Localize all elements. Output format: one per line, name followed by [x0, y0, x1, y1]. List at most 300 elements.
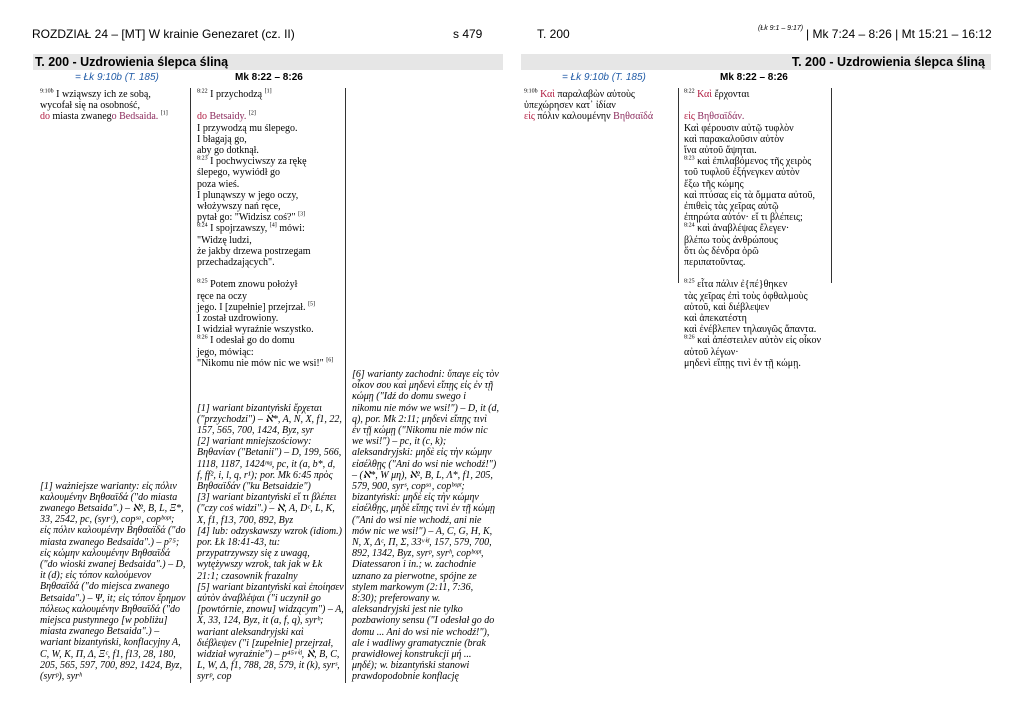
footnote-text: pozbawiony sensu ("I odesłał go do [352, 615, 495, 627]
footnote-line [40, 537, 188, 548]
footnote-line [40, 660, 188, 671]
verse-line [684, 347, 830, 358]
verse-text: μηδενὶ εἴπῃς τινὶ ἐν τῇ κώμῃ. [684, 357, 801, 369]
verse-line [684, 291, 830, 302]
blank-line [40, 290, 188, 301]
footnote-line [197, 582, 343, 593]
verse-line [684, 324, 830, 335]
footnote-text: – (ℵ*, W μη), ℵ², B, L, Λ*, f1, 205, [352, 469, 493, 481]
verse-line [684, 89, 830, 100]
blank-line [40, 469, 188, 480]
blank-line [40, 223, 188, 234]
blank-line [40, 358, 188, 369]
verse-line [197, 201, 343, 212]
footnote-line [352, 615, 502, 626]
left-column-notes [352, 369, 502, 683]
footnote-text: Βηθανίαν ("Betanii") – D, 199, 566, [197, 447, 342, 459]
blank-line [40, 458, 188, 469]
verse-text: "Widzę ludzi, [197, 234, 252, 246]
footnote-text: bizantyński: μηδὲ εἰς τὴν κώμην [352, 492, 479, 504]
verse-line [684, 246, 830, 257]
footnote-line [197, 604, 343, 615]
footnote-text: (syrᵖ), syrʰ [40, 671, 82, 683]
highlight-word: εἰς [684, 111, 695, 123]
footnote-line [197, 492, 343, 503]
footnote-line [352, 436, 502, 447]
footnote-text: mów nic we wsi!") – A, C, G, H, K, [352, 525, 493, 537]
right-column-luke [524, 89, 676, 123]
footnote-line [40, 525, 188, 536]
verse-line [684, 279, 830, 290]
verse-line [197, 111, 343, 122]
verse-line [197, 279, 343, 290]
footnote-text: [1] wariant bizantyński ἔρχεται [197, 402, 323, 414]
verse-text: ἐπιθεὶς τὰς χεῖρας αὐτῷ [684, 201, 779, 213]
footnote-line [197, 503, 343, 514]
verse-line [684, 313, 830, 324]
footnote-text: [5] wariant bizantyński καὶ ἐποίησεν [197, 581, 344, 593]
footnote-text: domu ... Ani do wsi nie wchodź!"), [352, 626, 490, 638]
left-sub-mark: Mk 8:22 – 8:26 [235, 72, 303, 83]
blank-line [40, 436, 188, 447]
verse-text: τοῦ τυφλοῦ ἐξήνεγκεν αὐτὸν [684, 167, 800, 179]
footnote-text: 205, 565, 597, 700, 892, 1424, Byz, [40, 659, 182, 671]
footnote-text: stylem markowym (2:11, 7:36, [352, 581, 474, 593]
footnote-text: uznano za pierwotne, spójne ze [352, 570, 477, 582]
blank-line [40, 212, 188, 223]
footnote-line [352, 503, 502, 514]
verse-line [684, 111, 830, 122]
footnote-line [197, 470, 343, 481]
blank-line [197, 369, 343, 380]
footnote-text: ("Ani do wsi nie wchodź, ani nie [352, 514, 482, 526]
verse-text: αὐτοῦ, καὶ διέβλεψεν [684, 301, 770, 313]
footnote-text: [6] warianty zachodni: ὕπαγε εἰς τὸν [352, 369, 499, 380]
verse-text: przechadzających". [197, 257, 275, 269]
footnote-line [352, 492, 502, 503]
verse-line [197, 347, 343, 358]
footnote-text: διέβλεψεν ("i [zupełnie] przejrzał, [197, 637, 334, 649]
footnote-line [352, 459, 502, 470]
verse-line [524, 89, 676, 100]
verse-text: włożywszy nań ręce, [197, 201, 281, 213]
verse-text: I został uzdrowiony. [197, 313, 279, 325]
blank-line [40, 246, 188, 257]
footnote-line [197, 571, 343, 582]
verse-number: 8:24 [684, 223, 695, 230]
blank-line [197, 391, 343, 402]
footnote-line [40, 559, 188, 570]
chapter-refs: | Mk 7:24 – 8:26 | Mt 15:21 – 16:12 [806, 27, 992, 41]
blank-line [40, 134, 188, 145]
footnote-line [197, 425, 343, 436]
footnote-text: αὐτὸν ἀναβλέψαι ("i uczynił go [197, 593, 321, 605]
verse-text: βλέπω τοὺς ἀνθρώπους [684, 234, 778, 246]
footnote-text: wariant aleksandryjski καὶ [197, 626, 304, 638]
divider-left-1 [190, 88, 191, 683]
footnote-text: εἰσέλθῃς, μηδὲ εἴπῃς τινὶ ἐν τῇ κώμῃ [352, 503, 495, 515]
footnote-line [352, 470, 502, 481]
blank-line [40, 335, 188, 346]
footnote-text: εἰσέλθῃς ("Ani do wsi nie wchodź!") [352, 458, 497, 470]
blank-line [197, 100, 343, 111]
verse-text: καὶ παρακαλοῦσιν αὐτὸν [684, 133, 784, 145]
footnote-text: widział wyraźnie") – p⁴⁵ᵛⁱᵈ, ℵ, B, C, [197, 649, 340, 661]
footnote-text: 579, 900, syrˢ, copˢᵃ, copᵇᵒᵖᵗ; [352, 481, 465, 493]
verse-line [684, 190, 830, 201]
verse-text: καὶ ἀναβλέψας ἔλεγεν· [697, 223, 790, 235]
footnote-ref: [5] [308, 301, 316, 308]
verse-text: I błagają go, [197, 133, 247, 145]
verse-line [197, 223, 343, 234]
footnote-line [352, 638, 502, 649]
verse-text: ἔρχονται [711, 89, 750, 100]
footnote-text: Βηθσαϊδά ("do miejsca zwanego [40, 581, 170, 593]
verse-text: εἶτα πάλιν ἐ{πέ}θηκεν [697, 279, 788, 291]
footnote-text: zwanego Betsaida".) – ℵ², B, L, Ξ*, [40, 503, 184, 515]
blank-line [40, 156, 188, 167]
footnote-text: Diatessaron i in.; w. zachodnie [352, 559, 476, 571]
verse-line [524, 111, 676, 122]
verse-text: I przychodzą [210, 89, 263, 100]
footnote-line [40, 481, 188, 492]
blank-line [40, 324, 188, 335]
footnote-line [197, 559, 343, 570]
verse-text: ἔξω τῆς κώμης [684, 178, 744, 190]
verse-line [684, 179, 830, 190]
verse-number: 9:10b [40, 88, 54, 95]
blank-line [197, 268, 343, 279]
footnote-text: C, W, K, Π, Δ, Ξᶜ, f1, f13, 28, 180, [40, 648, 176, 660]
page-number: s 479 [453, 27, 483, 41]
verse-text: ἵνα αὐτοῦ ἅψηται. [684, 145, 757, 156]
verse-line [684, 145, 830, 156]
footnote-line [197, 671, 343, 682]
footnote-line [40, 671, 188, 682]
footnote-line [197, 537, 343, 548]
footnote-line [352, 425, 502, 436]
footnote-text: 21:1; czasownik frazalny [197, 570, 298, 582]
verse-text: Καὶ φέρουσιν αὐτῷ τυφλὸν [684, 122, 794, 134]
footnote-line [352, 403, 502, 414]
footnote-line [197, 447, 343, 458]
footnote-text: q), por. Mk 2:11; μηδενὶ εἴπῃς τινὶ [352, 413, 487, 425]
verse-text: poza wieś. [197, 178, 240, 190]
footnote-text: καλουμένην Βηθσαϊδά ("do miasta [40, 491, 178, 503]
verse-text: jego, mówiąc: [197, 346, 254, 358]
verse-line [684, 123, 830, 134]
verse-text: I przywodzą mu ślepego. [197, 122, 298, 134]
footnote-text: ("do wioski zwanej Bedsaida".) – D, [40, 559, 186, 571]
verse-text: mówi: [279, 223, 305, 235]
verse-text: καὶ ἐνέβλεπεν τηλαυγῶς ἅπαντα. [684, 324, 817, 336]
footnote-text: κώμῃ ("Idź do domu swego i [352, 391, 467, 403]
verse-text: καὶ ἀπέστειλεν αὐτὸν εἰς οἶκον [697, 335, 822, 347]
divider-right-2 [831, 88, 832, 283]
footnote-line [40, 604, 188, 615]
footnote-text: ("czy coś widzi".) – ℵ, A, Dᶜ, L, K, [197, 503, 335, 515]
footnote-line [197, 481, 343, 492]
footnote-line [197, 403, 343, 414]
verse-line [197, 313, 343, 324]
footnote-line [40, 649, 188, 660]
verse-text: αὐτοῦ λέγων· [684, 346, 739, 358]
blank-line [40, 190, 188, 201]
verse-text: jego. I [zupełnie] przejrzał. [197, 301, 306, 313]
verse-line [197, 246, 343, 257]
verse-text: περιπατοῦντας. [684, 257, 746, 269]
footnote-text: 33, 2542, pc, (syrᶜ), copˢᵃ, copᵇᵒᵖᵗ; [40, 514, 175, 526]
blank-line [40, 123, 188, 134]
footnote-line [40, 570, 188, 581]
footnote-line [352, 537, 502, 548]
verse-line [684, 235, 830, 246]
verse-text: ręce na oczy [197, 290, 247, 302]
highlight-word: εἰς [524, 111, 535, 123]
footnote-line [40, 615, 188, 626]
footnote-text: Betsaida".) – Ψ, it; εἰς τόπον ἔρημον [40, 592, 186, 604]
verse-line [684, 212, 830, 223]
footnote-line [352, 447, 502, 458]
verse-text: I wziąwszy ich ze sobą, [56, 89, 151, 100]
footnote-line [40, 626, 188, 637]
blank-line [197, 380, 343, 391]
footnote-text: ale i wadliwy gramatycznie (brak [352, 637, 486, 649]
verse-number: 8:24 [197, 223, 208, 230]
verse-text: Potem znowu położył [210, 279, 298, 291]
verse-number: 8:26 [684, 335, 695, 342]
divider-right-1 [678, 88, 679, 283]
footnote-line [40, 593, 188, 604]
footnote-text: f, ff², i, l, q, r¹); por. Mk 6:45 πρὸς [197, 469, 333, 481]
verse-text: καὶ ἐπιλαβόμενος τῆς χειρὸς [697, 156, 812, 168]
footnote-text: ("przychodzi") – ℵ*, A, N, X, f1, 22, [197, 413, 342, 425]
footnote-text: 8:30); preferowany w. [352, 593, 441, 605]
left-title-bar [33, 54, 503, 70]
verse-line [40, 100, 188, 111]
place-name: Βηθσαϊδάν. [694, 111, 745, 123]
left-title: T. 200 - Uzdrowienia ślepca śliną [35, 55, 229, 69]
footnote-line [197, 649, 343, 660]
verse-number: 9:10b [524, 88, 538, 95]
footnote-text: πόλεως καλουμένην Βηθσαϊδά ("do [40, 603, 181, 615]
footnote-text: [powtórnie, znowu] widzącym") – A, [197, 604, 344, 616]
footnote-text: μηδέ); w. bizantyński stanowi [352, 660, 470, 672]
left-sub-luke: = Łk 9:10b (T. 185) [75, 72, 159, 83]
blank-line [40, 279, 188, 290]
chapter-title: ROZDZIAŁ 24 – [MT] W krainie Genezaret (cz. II) [32, 27, 295, 41]
footnote-text: aleksandryjski: μηδὲ εἰς τὴν κώμην [352, 447, 492, 459]
verse-number: 8:25 [197, 279, 208, 286]
footnote-line [40, 503, 188, 514]
left-column-mark [197, 89, 343, 683]
footnote-line [197, 593, 343, 604]
highlight-word: Καὶ [697, 89, 712, 100]
footnote-text: syrᵖ, cop [197, 671, 232, 683]
verse-text: pytał go: "Widzisz coś?" [197, 212, 296, 224]
footnote-line [352, 671, 502, 682]
footnote-text: nikomu nie mów we wsi!") – D, it (d, [352, 402, 499, 414]
footnote-ref: [1] [264, 88, 272, 95]
footnote-line [352, 369, 502, 380]
footnote-text: N, X, Δᶜ, Π, Σ, 33ᵛⁱᵈ, 157, 579, 700, [352, 537, 492, 549]
verse-text: że jakby drzewa postrzegam [197, 245, 311, 257]
footnote-line [352, 604, 502, 615]
footnote-line [197, 436, 343, 447]
footnote-text: L, W, Δ, f1, 788, 28, 579, it (k), syrˢ, [197, 660, 340, 672]
footnote-line [197, 638, 343, 649]
verse-text: ὑπεχώρησεν κατ᾽ ἰδίαν [524, 100, 616, 112]
verse-text: do Betsaidy. [197, 111, 247, 123]
footnote-text: εἰς πόλιν καλουμένην Βηθσαϊδά ("do [40, 525, 186, 537]
footnote-text: miejsca pustynnego [w pobliżu] [40, 615, 168, 627]
footnote-line [197, 526, 343, 537]
verse-text: πόλιν καλουμένην [534, 111, 614, 123]
verse-line [684, 302, 830, 313]
footnote-ref: [2] [248, 111, 256, 118]
verse-number: 8:23 [197, 155, 208, 162]
right-title-bar [521, 54, 991, 70]
verse-text: aby go dotknął. [197, 145, 259, 156]
verse-line [197, 302, 343, 313]
blank-line [40, 302, 188, 313]
verse-text: καὶ ἀπεκατέστη [684, 313, 747, 325]
footnote-line [40, 637, 188, 648]
verse-line [197, 145, 343, 156]
verse-number: 8:22 [684, 88, 695, 95]
footnote-line [352, 571, 502, 582]
verse-text: "Nikomu nie mów nic we wsi!" [197, 357, 324, 369]
footnote-text: Βηθσαϊδάν ("ku Betsaidzie") [197, 481, 311, 493]
footnote-ref: [4] [269, 223, 277, 230]
verse-text: ślepego, wywiódł go [197, 167, 281, 179]
verse-line [197, 257, 343, 268]
blank-line [40, 145, 188, 156]
footnote-text: aleksandryjski jest nie tylko [352, 604, 463, 616]
footnote-line [352, 559, 502, 570]
verse-line [197, 212, 343, 223]
footnote-text: prawdopodobnie konflację [352, 671, 459, 683]
section-number: T. 200 [537, 27, 570, 41]
footnote-text: it (d); εἰς τόπον καλούμενον [40, 570, 152, 582]
footnote-text: 892, 1342, Byz, syrᵖ, syrʰ, copᵇᵒᵖᵗ, [352, 548, 484, 560]
footnote-text: [2] wariant mniejszościowy: [197, 436, 312, 448]
footnote-text: przypatrzywszy się z uwagą, [197, 548, 310, 560]
right-column-mark [684, 89, 830, 369]
blank-line [40, 234, 188, 245]
verse-line [684, 335, 830, 346]
footnote-line [352, 515, 502, 526]
verse-line [684, 156, 830, 167]
blank-line [40, 413, 188, 424]
footnote-text: εἰς κώμην καλουμένην Βηθσαϊδά [40, 547, 171, 559]
left-column-luke [40, 89, 188, 682]
footnote-text: prawidłowej konstrukcji μή ... [352, 649, 472, 661]
blank-line [684, 100, 830, 111]
footnote-line [352, 481, 502, 492]
footnote-ref: [6] [326, 357, 334, 364]
footnote-line [197, 627, 343, 638]
blank-line [40, 425, 188, 436]
footnote-line [352, 627, 502, 638]
verse-text: do miasta zwanego Bedsaida. [40, 111, 159, 123]
verse-text: παραλαβὼν αὐτοὺς [554, 89, 635, 100]
footnote-line [352, 391, 502, 402]
blank-line [40, 402, 188, 413]
verse-text: I pochwyciwszy za rękę [210, 156, 307, 168]
blank-line [40, 257, 188, 268]
footnote-text: ἐν τῇ κώμῃ ("Nikomu nie mów nic [352, 425, 488, 437]
right-sub-luke: = Łk 9:10b (T. 185) [562, 72, 646, 83]
verse-line [684, 201, 830, 212]
footnote-line [352, 380, 502, 391]
refs-small: (Łk 9:1 – 9:17) [758, 25, 804, 32]
footnote-line [352, 660, 502, 671]
right-title: T. 200 - Uzdrowienia ślepca śliną [791, 55, 985, 69]
blank-line [40, 268, 188, 279]
verse-line [40, 111, 188, 122]
verse-line [197, 291, 343, 302]
blank-line [40, 167, 188, 178]
verse-line [684, 167, 830, 178]
footnote-text: wytężywszy wzrok, tak jak w Łk [197, 559, 323, 571]
verse-number: 8:26 [197, 335, 208, 342]
blank-line [40, 201, 188, 212]
footnote-text: [3] wariant bizantyński εἴ τι βλέπει [197, 492, 337, 504]
blank-line [40, 313, 188, 324]
footnote-text: we wsi!") – pc, it (c, k); [352, 436, 447, 448]
verse-text: I odesłał go do domu [210, 335, 295, 347]
footnote-line [197, 515, 343, 526]
footnote-text: X, 33, 124, Byz, it (a, f, q), syrʰ; [197, 615, 324, 627]
footnote-ref: [3] [298, 211, 306, 218]
verse-line [684, 134, 830, 145]
footnote-text: 157, 565, 700, 1424, Byz, syr [197, 425, 314, 437]
place-name: Βηθσαϊδά [613, 111, 654, 123]
blank-line [40, 447, 188, 458]
footnote-ref: [1] [160, 111, 168, 118]
verse-line [40, 89, 188, 100]
verse-text: I widział wyraźnie wszystko. [197, 324, 314, 336]
verse-text: I spojrzawszy, [210, 223, 268, 235]
verse-line [197, 324, 343, 335]
verse-line [197, 358, 343, 369]
blank-line [40, 380, 188, 391]
verse-line [684, 223, 830, 234]
verse-line [197, 235, 343, 246]
footnote-text: miasta zwanego Bedsaida".) – p⁷⁵; [40, 536, 180, 548]
footnote-line [352, 548, 502, 559]
verse-text: καὶ πτύσας εἰς τὰ ὄμματα αὐτοῦ, [684, 189, 815, 201]
verse-number: 8:22 [197, 88, 208, 95]
blank-line [40, 346, 188, 357]
verse-line [524, 100, 676, 111]
divider-left-2 [345, 88, 346, 683]
verse-line [197, 156, 343, 167]
verse-line [197, 190, 343, 201]
footnote-line [197, 660, 343, 671]
verse-number: 8:23 [684, 155, 695, 162]
footnote-line [197, 459, 343, 470]
verse-line [197, 134, 343, 145]
verse-text: ὅτι ὡς δένδρα ὁρῶ [684, 245, 759, 257]
verse-line [684, 358, 830, 369]
verse-line [684, 257, 830, 268]
blank-line [684, 268, 830, 279]
footnote-line [352, 414, 502, 425]
verse-text: I plunąwszy w jego oczy, [197, 189, 299, 201]
footnote-line [352, 526, 502, 537]
